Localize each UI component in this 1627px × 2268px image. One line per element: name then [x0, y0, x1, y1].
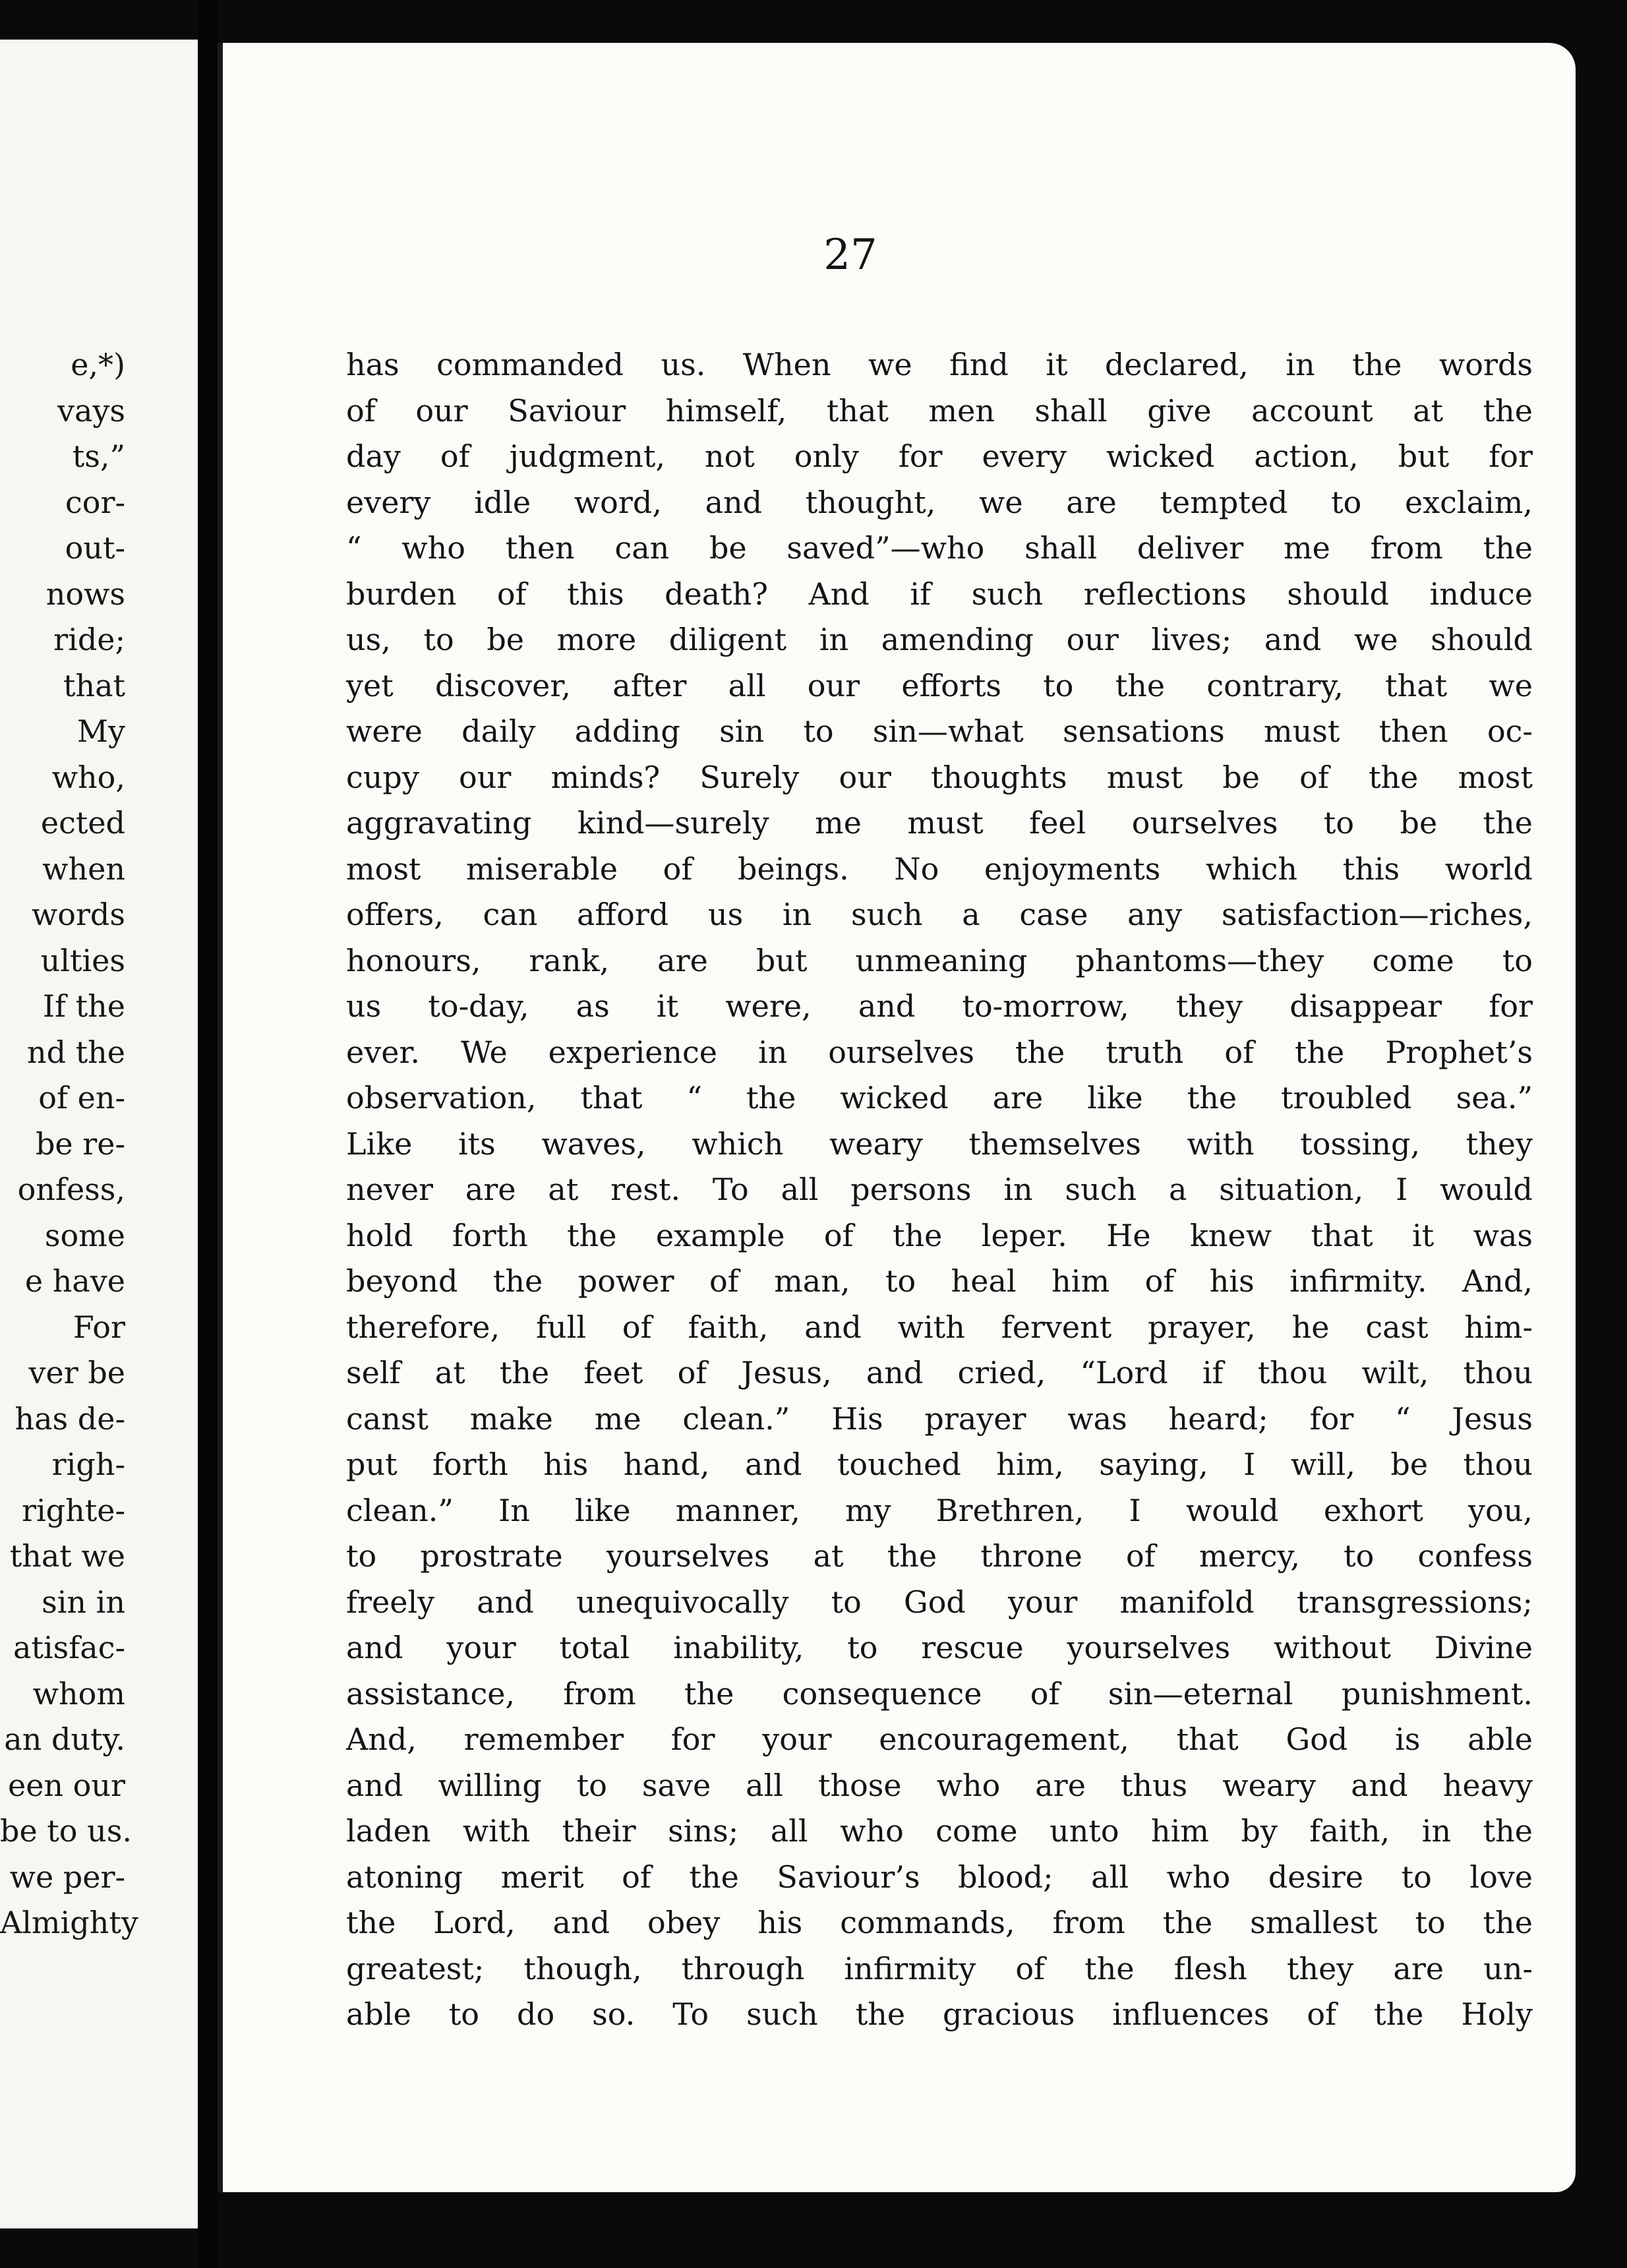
- body-text-line: observation, that “ the wicked are like the troubled sea.”: [346, 1080, 1533, 1116]
- facing-page-line-fragment: Almighty: [0, 1905, 138, 1940]
- body-text-line: beyond the power of man, to heal him of his infirmity. And,: [346, 1263, 1533, 1299]
- facing-page-line-fragment: be to us.: [0, 1813, 132, 1849]
- body-text-line: atoning merit of the Saviour’s blood; all who desire to love: [346, 1859, 1533, 1895]
- body-text-line: has commanded us. When we find it declared, in the words: [346, 347, 1533, 382]
- facing-page-line-fragment: ected: [40, 805, 125, 841]
- binding-edge: [218, 43, 223, 2192]
- body-text-line: aggravating kind—surely me must feel ourselves to be the: [346, 805, 1533, 841]
- body-text-line: us, to be more diligent in amending our lives; and we should: [346, 622, 1533, 657]
- facing-page-line-fragment: ts,”: [72, 438, 125, 474]
- body-text-line: offers, can afford us in such a case any satisfaction—riches,: [346, 897, 1533, 932]
- body-text-line: day of judgment, not only for every wicked action, but for: [346, 438, 1533, 474]
- body-text-line: and your total inability, to rescue yourselves without Divine: [346, 1630, 1533, 1665]
- facing-page-line-fragment: words: [31, 897, 125, 932]
- facing-page-left: [0, 40, 198, 2228]
- body-text-line: were daily adding sin to sin—what sensations must then oc-: [346, 713, 1533, 749]
- facing-page-line-fragment: whom: [32, 1675, 125, 1712]
- body-text-line: of our Saviour himself, that men shall give account at the: [346, 392, 1533, 429]
- body-text-line: greatest; though, through infirmity of the flesh they are un-: [346, 1950, 1533, 1986]
- facing-page-line-fragment: righte-: [21, 1492, 125, 1528]
- facing-page-line-fragment: If the: [42, 988, 125, 1024]
- facing-page-line-fragment: For: [73, 1309, 125, 1345]
- body-text-line: never are at rest. To all persons in such a situation, I would: [346, 1172, 1533, 1207]
- facing-page-line-fragment: of en-: [38, 1080, 125, 1116]
- facing-page-line-fragment: ride;: [53, 622, 125, 657]
- facing-page-line-fragment: righ-: [51, 1447, 125, 1482]
- page-number: 27: [823, 231, 877, 280]
- facing-page-line-fragment: een our: [7, 1767, 125, 1803]
- facing-page-line-fragment: some: [44, 1217, 125, 1253]
- facing-page-line-fragment: be re-: [35, 1125, 125, 1162]
- facing-page-line-fragment: vays: [57, 392, 125, 429]
- body-text-line: cupy our minds? Surely our thoughts must be of the most: [346, 759, 1533, 795]
- body-text-line: the Lord, and obey his commands, from the smallest to the: [346, 1905, 1533, 1940]
- facing-page-line-fragment: ver be: [28, 1355, 125, 1390]
- body-text-line: Like its waves, which weary themselves with tossing, they: [346, 1125, 1533, 1162]
- body-text-line: yet discover, after all our efforts to the contrary, that we: [346, 667, 1533, 703]
- facing-page-line-fragment: e,*): [71, 347, 125, 382]
- facing-page-line-fragment: that: [63, 667, 125, 703]
- body-text-line: and willing to save all those who are thus weary and heavy: [346, 1767, 1533, 1803]
- page-27: [218, 43, 1576, 2192]
- book-gutter: [198, 0, 218, 2268]
- facing-page-line-fragment: we per-: [9, 1859, 125, 1895]
- body-text-line: hold forth the example of the leper. He knew that it was: [346, 1217, 1533, 1253]
- body-text-line: laden with their sins; all who come unto him by faith, in the: [346, 1813, 1533, 1849]
- facing-page-line-fragment: an duty.: [4, 1721, 125, 1757]
- body-text-line: assistance, from the consequence of sin—eternal punishment.: [346, 1675, 1533, 1712]
- facing-page-line-fragment: when: [42, 850, 125, 887]
- body-text-line: honours, rank, are but unmeaning phantoms—they come to: [346, 942, 1533, 978]
- facing-page-line-fragment: ulties: [40, 942, 125, 978]
- facing-page-line-fragment: nd the: [26, 1034, 125, 1070]
- facing-page-line-fragment: who,: [51, 759, 125, 795]
- body-text-line: put forth his hand, and touched him, saying, I will, be thou: [346, 1447, 1533, 1482]
- body-text-line: to prostrate yourselves at the throne of mercy, to confess: [346, 1538, 1533, 1574]
- body-text-line: self at the feet of Jesus, and cried, “Lord if thou wilt, thou: [346, 1355, 1533, 1390]
- body-text-line: “ who then can be saved”—who shall deliver me from the: [346, 530, 1533, 566]
- facing-page-line-fragment: e have: [24, 1263, 125, 1299]
- facing-page-line-fragment: has de-: [15, 1400, 125, 1437]
- facing-page-line-fragment: onfess,: [17, 1172, 125, 1207]
- body-text-line: canst make me clean.” His prayer was heard; for “ Jesus: [346, 1400, 1533, 1437]
- facing-page-line-fragment: out-: [65, 530, 125, 566]
- body-text-line: clean.” In like manner, my Brethren, I would exhort you,: [346, 1492, 1533, 1528]
- facing-page-line-fragment: My: [76, 713, 125, 749]
- body-text-line: ever. We experience in ourselves the truth of the Prophet’s: [346, 1034, 1533, 1070]
- facing-page-line-fragment: cor-: [65, 484, 125, 520]
- body-text-line: every idle word, and thought, we are tempted to exclaim,: [346, 484, 1533, 520]
- body-text-line: burden of this death? And if such reflections should induce: [346, 576, 1533, 612]
- body-text-line: And, remember for your encouragement, that God is able: [346, 1721, 1533, 1757]
- body-text-line: us to-day, as it were, and to-morrow, they disappear for: [346, 988, 1533, 1024]
- body-text-line: most miserable of beings. No enjoyments which this world: [346, 850, 1533, 887]
- body-text-line: therefore, full of faith, and with fervent prayer, he cast him-: [346, 1309, 1533, 1345]
- body-text-line: freely and unequivocally to God your manifold transgressions;: [346, 1584, 1533, 1620]
- facing-page-line-fragment: atisfac-: [13, 1630, 125, 1665]
- body-text-line: able to do so. To such the gracious influences of the Holy: [346, 1996, 1533, 2032]
- facing-page-line-fragment: sin in: [42, 1584, 125, 1620]
- facing-page-line-fragment: nows: [45, 576, 125, 612]
- facing-page-line-fragment: that we: [9, 1538, 125, 1574]
